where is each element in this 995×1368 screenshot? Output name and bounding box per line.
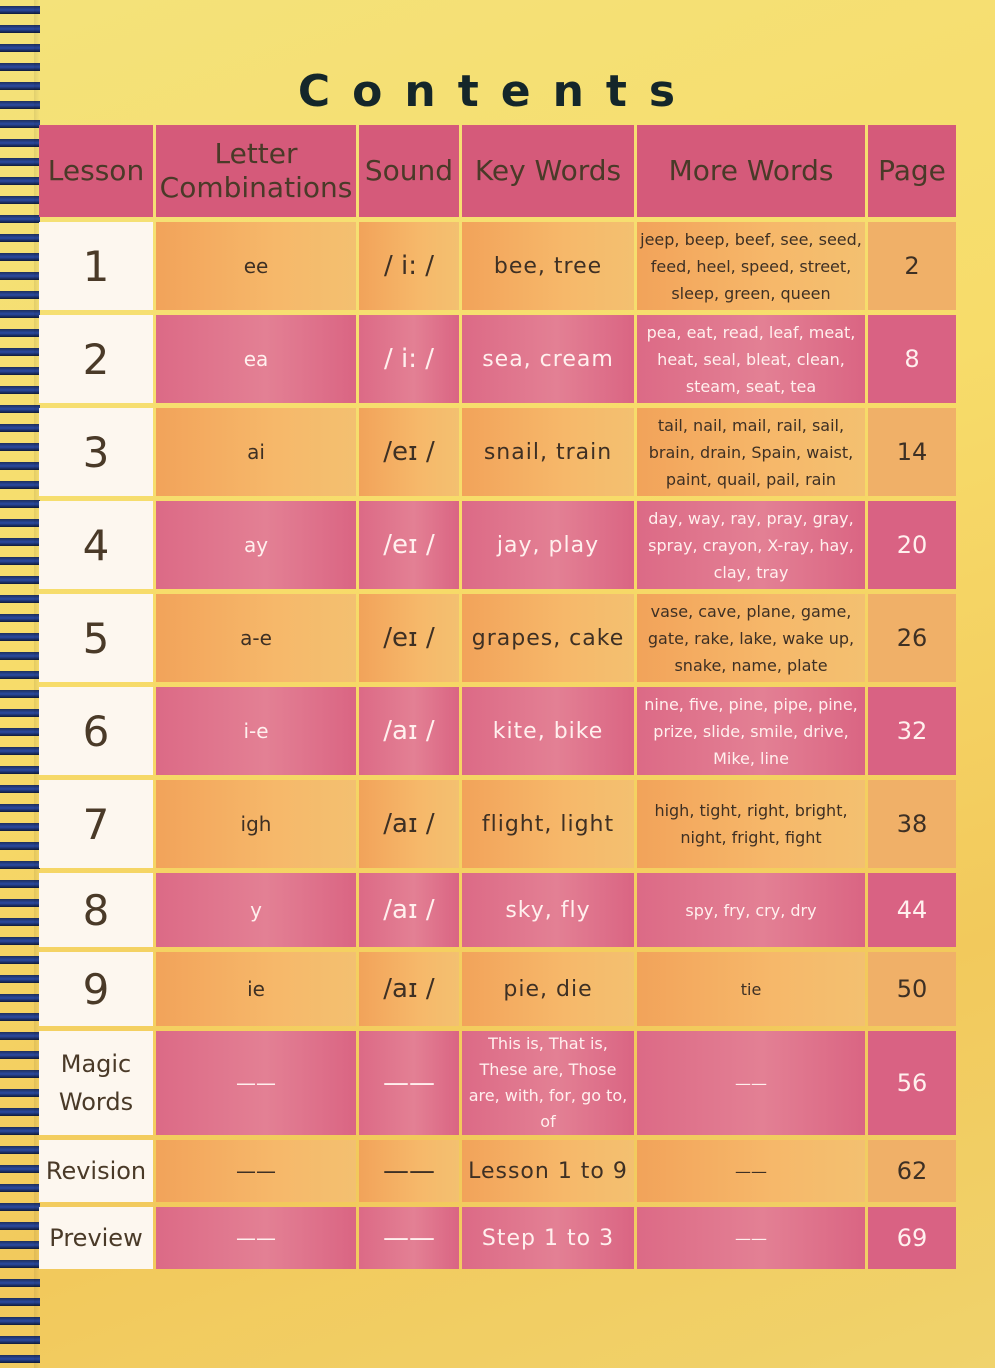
key-words: kite, bike: [462, 687, 634, 775]
letter-combination: ——: [156, 1031, 356, 1135]
page-number: 50: [868, 952, 956, 1026]
key-words: flight, light: [462, 780, 634, 868]
letter-combination: i-e: [156, 687, 356, 775]
sound: / i: /: [359, 315, 459, 403]
key-words: pie, die: [462, 952, 634, 1026]
lesson-number: 8: [39, 873, 153, 947]
lesson-number: 2: [39, 315, 153, 403]
page-number: 38: [868, 780, 956, 868]
sound: /eɪ /: [359, 408, 459, 496]
page-number: 32: [868, 687, 956, 775]
sound: /aɪ /: [359, 873, 459, 947]
letter-combination: ai: [156, 408, 356, 496]
table-header-row: [39, 125, 956, 217]
table-row: [39, 687, 956, 775]
letter-combination: y: [156, 873, 356, 947]
letter-combination: ay: [156, 501, 356, 589]
page-number: 44: [868, 873, 956, 947]
table-row: [39, 594, 956, 682]
header-page: Page: [868, 125, 956, 217]
lesson-number: 7: [39, 780, 153, 868]
more-words: ——: [637, 1207, 865, 1269]
contents-table: [36, 120, 959, 1274]
page-title: Contents: [297, 66, 698, 117]
lesson-number: 9: [39, 952, 153, 1026]
header-sound: Sound: [359, 125, 459, 217]
lesson-number: 1: [39, 222, 153, 310]
more-words: nine, five, pine, pipe, pine, prize, slide, smile, drive, Mike, line: [637, 687, 865, 775]
page-number: 69: [868, 1207, 956, 1269]
more-words: day, way, ray, pray, gray, spray, crayon, X-ray, hay, clay, tray: [637, 501, 865, 589]
lesson-number: 3: [39, 408, 153, 496]
more-words: spy, fry, cry, dry: [637, 873, 865, 947]
letter-combination: ——: [156, 1140, 356, 1202]
sound: ——: [359, 1207, 459, 1269]
more-words: tie: [637, 952, 865, 1026]
lesson-label: Preview: [39, 1207, 153, 1269]
letter-combination: ——: [156, 1207, 356, 1269]
sound: /eɪ /: [359, 501, 459, 589]
sound: ——: [359, 1031, 459, 1135]
sound: ——: [359, 1140, 459, 1202]
page-number: 2: [868, 222, 956, 310]
page-number: 8: [868, 315, 956, 403]
more-words: pea, eat, read, leaf, meat, heat, seal, bleat, clean, steam, seat, tea: [637, 315, 865, 403]
table-row: [39, 1140, 956, 1202]
sound: /aɪ /: [359, 952, 459, 1026]
header-key-words: Key Words: [462, 125, 634, 217]
more-words: vase, cave, plane, game, gate, rake, lake, wake up, snake, name, plate: [637, 594, 865, 682]
more-words: ——: [637, 1031, 865, 1135]
key-words: Lesson 1 to 9: [462, 1140, 634, 1202]
page-number: 20: [868, 501, 956, 589]
key-words: jay, play: [462, 501, 634, 589]
table-row: [39, 1207, 956, 1269]
lesson-label: Magic Words: [39, 1031, 153, 1135]
table-row: [39, 315, 956, 403]
letter-combination: ea: [156, 315, 356, 403]
table-row: [39, 501, 956, 589]
key-words: bee, tree: [462, 222, 634, 310]
header-lesson: Lesson: [39, 125, 153, 217]
sound: / i: /: [359, 222, 459, 310]
lesson-number: 4: [39, 501, 153, 589]
sound: /eɪ /: [359, 594, 459, 682]
lesson-number: 6: [39, 687, 153, 775]
more-words: jeep, beep, beef, see, seed, feed, heel, speed, street, sleep, green, queen: [637, 222, 865, 310]
key-words: sky, fly: [462, 873, 634, 947]
more-words: high, tight, right, bright, night, fright, fight: [637, 780, 865, 868]
lesson-number: 5: [39, 594, 153, 682]
key-words: This is, That is, These are, Those are, with, for, go to, of: [462, 1031, 634, 1135]
more-words: tail, nail, mail, rail, sail, brain, drain, Spain, waist, paint, quail, pail, rain: [637, 408, 865, 496]
table-row: [39, 408, 956, 496]
page-number: 62: [868, 1140, 956, 1202]
letter-combination: igh: [156, 780, 356, 868]
table-row: [39, 780, 956, 868]
table-row: [39, 873, 956, 947]
page-number: 26: [868, 594, 956, 682]
lesson-label: Revision: [39, 1140, 153, 1202]
letter-combination: ee: [156, 222, 356, 310]
letter-combination: ie: [156, 952, 356, 1026]
sound: /aɪ /: [359, 780, 459, 868]
key-words: Step 1 to 3: [462, 1207, 634, 1269]
header-more-words: More Words: [637, 125, 865, 217]
sound: /aɪ /: [359, 687, 459, 775]
table-row: [39, 222, 956, 310]
key-words: sea, cream: [462, 315, 634, 403]
page-number: 56: [868, 1031, 956, 1135]
letter-combination: a-e: [156, 594, 356, 682]
more-words: ——: [637, 1140, 865, 1202]
header-letter-combinations: Letter Combinations: [156, 125, 356, 217]
key-words: grapes, cake: [462, 594, 634, 682]
table-row: [39, 952, 956, 1026]
table-row: [39, 1031, 956, 1135]
key-words: snail, train: [462, 408, 634, 496]
page-number: 14: [868, 408, 956, 496]
